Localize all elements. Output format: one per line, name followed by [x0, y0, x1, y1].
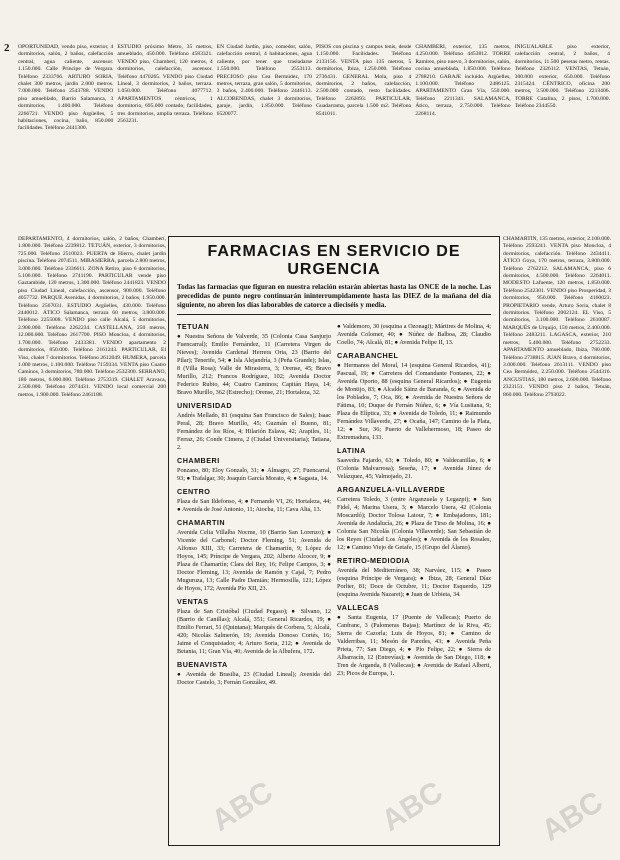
district-pharmacies: ● Santa Eugenia, 17 (Puente de Vallecas); Puerto de Canfranc, 3 (Palomeras Bajas); Martínez de la Riva, 45; Sierra de Cazorla; Luis de Hoyos, 81; ● Camino de Valderribas, 11; Mesón de Paredes, 43; ● Avenida Peña Prieta, 77; San Diego, 4; ● Pío Felipe, 22; ● Sierra de Albarracín, 12 (Entrevías); ● Avenida de San Diego, 118; ● Tren de Arganda, 8 (Vallecas); ● Avenida de Rafael Alberti, 23; Picos de Europa, 1.: [337, 614, 491, 677]
left-classifieds-column: DEPARTAMENTO, 4 dormitorios, salón, 2 baños, Chamberí, 1.800.000. Teléfono 2239812. TETUÁN, exterior, 3 dormitorios, 725.000. Teléfono 2510023. PUERTA de Hierro, chalet jardín piscina. Teléfono 2074511. MIRASIERRA, parcela 2.800 metros, 3.000.000. Teléfono 2336611. ZONA Retiro, piso 6 dormitorios, 5.100.000. Teléfono 2741190. PARTICULAR vende piso Gaztambide, 120 metros, 1.300.000. Teléfono 2441823. VENDO piso Ciudad Lineal, calefacción, ascensor, 900.000. Teléfono 4057732. PARQUE Avenidas, 4 dormitorios, 2 baños, 1.950.000. Teléfono 2567031. ESTUDIO Argüelles, 430.000. Teléfono 2440012. ÁTICO Salamanca, terraza 60 metros, 3.800.000. Teléfono 2255008. VENDO piso calle Alcalá, 5 dormitorios, 2.900.000. Teléfono 2262234. CASTELLANA, 250 metros, 12.000.000. Teléfono 2617700. PISO Moncloa, 4 dormitorios, 1.700.000. Teléfono 2433381. VENDO apartamento 2 dormitorios, 850.000. Teléfono 2161243. PARTICULAR, El Viso, chalet 7 dormitorios. Teléfono 2612049. HUMERA, parcela 1.000 metros, 1.100.000. Teléfono 7159334. VENTA piso Cuatro Caminos, 3 dormitorios, 780.000. Teléfono 2532300. SERRANO, 180 metros, 6.000.000. Teléfono 2753319. CHALET Aravaca, 2.500.000. Teléfono 2074431. VENDO local comercial 200 metros, 1.900.000. Teléfono 2461188.: [18, 236, 166, 398]
district-name: VALLECAS: [337, 603, 380, 612]
district-block: [337, 323, 491, 347]
abc-watermark: ABC: [205, 775, 279, 838]
district-pharmacies: ● Hermanos del Moral, 14 (esquina General Ricardos, 41); Pascual, 19; ● Carretera del Comandante Fontanes, 22; ● Avenida Oporto, 88 (esquina General Ricardos); ● Eugenia de Montijo, 83; ● Alcalde Sáinz de Baranda, 6; ● Avenida de los Poblados, 7; Oca, 86; ● Avenida de Nuestra Señora de Fátima, 10; Duque de Fernán Núñez, 6; ● Vía Lusitana, 9; Plaza de Elíptica, 33; ● Avenida de Toledo, 11; ● Raimundo Fernández Villaverde, 27; ● Ocaña, 147; Camino de la Plata, 12; ● Sur, 36; Puerto de Vallehermoso, 18; Paseo de Extremadura, 133.: [337, 362, 491, 441]
pharmacy-column-left: [177, 318, 331, 687]
district-pharmacies: Ponzano, 80; Eloy Gonzalo, 31; ● Almagro, 27; Fuencarral, 93; ● Trafalgar, 30; Joaquín García Morato, 4; ● Sagasta, 14.: [177, 467, 331, 482]
pharmacy-intro: Todas las farmacias que figuran en nuestra relación estarán abiertas hasta las ONCE de la noche. Las precedidas de punto negro continuarán ininterrumpidamente hasta las DIEZ de la mañana del día siguiente, no abren los días laborables de catorce a dieciséis y media.: [177, 283, 491, 309]
district-block: [177, 402, 331, 452]
district-block: [177, 661, 331, 687]
district-pharmacies: ● Avenida de Brasilia, 23 (Ciudad Lineal); Avenida del Doctor Castelo, 3; Fernán González, 49.: [177, 671, 331, 686]
district-name: CENTRO: [177, 487, 211, 496]
district-pharmacies: Carretera Toledo, 3 (entre Arganzuela y Legazpi); ● San Fidel, 4; Marina Usera, 3; ● Marcelo Usera, 42 (Colonia Moscardó); Doctor Tolosa Latour, 7; ● Embajadores, 181; Avenida de Andalucía, 26; ● Plaza de Tirso de Molina, 16; ● Colonia San Nicolás (Colonia Villaverde); San Sebastián de los Reyes (Ciudad Los Ángeles); ● Avenida de los Rosales, 12; ● Camino Viejo de Getafe, 15 (Grupo del Álamo).: [337, 496, 491, 551]
district-name: ARGANZUELA-VILLAVERDE: [337, 485, 446, 494]
district-pharmacies: Avenida Celia Villalba Nocme, 10 (Barrio San Lorenzo); ● Vicente del Carbonel; Doctor Fleming, 51; Avenida de Alfonso XIII, 33; Carretera de Chamartín, 9; López de Hoyos, 145; Príncipe de Vergara, 202; Alberto Alcocer, 9; ● Plaza de Chamartín; Clara del Rey, 16; Felipe Campos, 3; ● Doctor Fleming, 13; Avenida de Ramón y Cajal, 7; Pedro Muguruza, 13; Calle Padre Damián; Hermosilla, 121; López de Hoyos, 172; Avenida Pío XII, 23.: [177, 529, 331, 592]
district-block: [177, 323, 331, 397]
district-pharmacies: ● Nuestra Señora de Valverde, 35 (Colonia Casa Sanjurjo Fuencarral); Emilio Fernández, 11 (Carretera Virgen de Nieves); Avenida Cardenal Herrera Oria, 23 (Barrio del Pilar); Tenerife, 54; ● Isla Alejandría, 3 (Peña Grande); Islas, 8 (Villa Rosa); Valle de Mirasierra, 3; Orense, 45; Bravo Murillo, 212; Francos Rodríguez, 102; Avenida Doctor Federico Rubio, 44; Cuatro Caminos; Capitán Haya, 14; Bravo Murillo, 362 (Estrecho); Orense, 21; Hortaleza, 32.: [177, 333, 331, 396]
district-block: [337, 557, 491, 599]
pharmacy-box: [168, 236, 500, 846]
top-column: OPORTUNIDAD, vendo piso, exterior, 4 dormitorios, salón, 2 baños, calefacción central, agua caliente, ascensor. 1.150.000. Calle Príncipe de Vergara. Teléfono 2333766. ARTURO SORIA, chalet 300 metros, jardín 2.000 metros. 7.000.000. Teléfono 2543788. VENDO piso amueblado, Barrio Salamanca, 3 dormitorios, 1.400.000. Teléfono 2266721. VENDO piso Argüelles, 5 habitaciones, cocina, baño, 850.000 facilidades. Teléfono 2441300.: [18, 44, 114, 132]
district-block: [177, 598, 331, 656]
district-name: BUENAVISTA: [177, 660, 228, 669]
district-pharmacies: Plaza de San Cristóbal (Ciudad Pegaso); ● Silvano, 12 (Barrio de Canillas); Alcalá, 351; General Ricardos, 19; ● Emilio Ferrari, 51 (Quintana); Marqués de Corbera, 5; Alcalá, 420; Nicolás Salmerón, 19; Avenida Donoso Cortés, 16; Jaime el Conquistador, 4; Arturo Soria, 212; ● Avenida de Betania, 11; Gran Vía, 40; Avenida de la Albufera, 172.: [177, 608, 331, 655]
district-block: [337, 447, 491, 481]
right-classifieds-column: CHAMARTÍN, 135 metros, exterior, 2.100.000. Teléfono 2593241. VENTA piso Moncloa, 4 dormitorios, calefacción. Teléfono 2434411. ÁTICO Goya, 170 metros, terraza, 3.800.000. Teléfono 2762212. SALAMANCA, piso 6 dormitorios, 4.500.000. Teléfono 2264011. MODESTO Lafuente, 120 metros, 1.850.000. Teléfono 2542301. VENDO piso Prosperidad, 3 dormitorios, 950.000. Teléfono 4160023. PROPIETARIO vende, Arturo Soria, chalet 8 dormitorios. Teléfono 2002124. EL Viso, 5 dormitorios, 3.100.000. Teléfono 2610087. MARQUÉS de Urquijo, 150 metros, 2.400.000. Teléfono 2483211. LAGASCA, exterior, 210 metros, 5.400.000. Teléfono 2752233. APARTAMENTO amueblado, Ibiza, 780.000. Teléfono 2738815. JUAN Bravo, 4 dormitorios, 3.000.000. Teléfono 2613111. VENDO piso Cea Bermúdez, 2.250.000. Teléfono 2544316. ANGUSTIAS, 180 metros, 2.600.000. Teléfono 2323151. VENDO piso 2 baños, Tetuán, 860.000. Teléfono 2793022.: [503, 236, 611, 398]
top-column: ESTUDIO próximo Metro, 35 metros, amueblado, 450.000. Teléfono 4583321. VENDO piso, Chamberí, 120 metros, 4 dormitorios, calefacción, ascensor. Teléfono 4470265. VENDO piso Ciudad Lineal, 3 dormitorios, 2 baños, terraza. 1.050.000. Teléfono 4077712. APARTAMENTOS céntricos, 1 dormitorio, 695.000 contado, facilidades, tres dormitorios, amplia terraza. Teléfono 2563231.: [117, 44, 213, 125]
district-name: UNIVERSIDAD: [177, 401, 233, 410]
top-column: PISOS con piscina y campos tenis, desde 1.150.000. Facilidades. Teléfono 2133156. VENTA piso 135 metros, 5 dormitorios, Ibiza, 1.250.000. Teléfono 2736431. GENERAL Mola, piso 4 dormitorios, 2 baños, calefacción, 2.500.000 contado, resto facilidades. Teléfono 2262093. PARTICULAR, Guadarrama, parcela 1.500 m2. Teléfono 8541011.: [315, 44, 412, 117]
pharmacy-column-right: [337, 318, 491, 687]
district-name: RETIRO-MEDIODIA: [337, 556, 410, 565]
district-name: LATINA: [337, 446, 366, 455]
district-pharmacies: Avenida del Mediterráneo, 38; Narváez, 115; ● Paseo (esquina Príncipe de Vergara); ● Ibiza, 28; General Díaz Porlier, 81; Doce de Octubre, 11; Doctor Esquerdo, 129 (esquina Avenida Nazaret); ● Juan de Urbieta, 34.: [337, 567, 491, 598]
district-name: CHAMARTIN: [177, 518, 226, 527]
abc-watermark: ABC: [375, 775, 449, 838]
district-block: [177, 457, 331, 483]
district-pharmacies: Saavedra Fajardo, 63; ● Toledo, 80; ● Valdecanillas, 6; ● (Colonia Malvarrosa); Seseña, 17; ● Avenida Júnez de Velázquez, 45; Valmojado, 21.: [337, 457, 491, 480]
top-column: EN Ciudad Jardín, piso, comedor, salón, calefacción central, 4 habitaciones, agua caliente, por tener que trasladarse 1.550.000. Teléfono 2553113. PRECIOSO piso Cea Bermúdez, 170 metros, terraza, gran salón, 5 dormitorios, 3 baños, 2.400.000. Teléfono 2446113. ALCOBENDAS, chalet 3 dormitorios, garaje, jardín, 1.850.000. Teléfono 6520077.: [216, 44, 312, 117]
top-column: INIGUALABLE piso exterior, calefacción central, 2 baños, 4 dormitorios, 11.500 pesetas metro, rentas. Teléfono 2326112. VENTAS, Tetuán, 300.000 exterior, 650.000. Teléfono 2315424. CÉNTRICO, oficina 200 metros, 3.500.000. Teléfono 2213406. TORRE Catalina, 2 pisos, 1.700.000. Teléfono 2344550.: [514, 44, 610, 110]
district-block: [337, 486, 491, 552]
district-block: [337, 604, 491, 678]
district-name: CHAMBERI: [177, 456, 220, 465]
district-block: [177, 488, 331, 514]
district-pharmacies: Plaza de San Ildefonso, 4; ● Fernando VI, 26; Hortaleza, 44; ● Avenida de José Antonio, 11; Atocha, 11; Cava Alta, 13.: [177, 498, 331, 513]
district-name: VENTAS: [177, 597, 209, 606]
top-column: CHAMBERÍ, exterior, 135 metros, 4.250.000. Teléfono 4453812. TORRE Ramírez, piso nuevo, 3 dormitorios, salón, cocina amueblada, 1.850.000. Teléfono 2788210. GARAJE incluido. Argüelles, 1.100.000. Teléfono 2486125. APARTAMENTO Gran Vía, 550.000. Teléfono 2211341. SALAMANCA, Ático, terraza, 2.750.000. Teléfono 2268114.: [415, 44, 511, 117]
pharmacy-title: FARMACIAS EN SERVICIO DE URGENCIA: [207, 243, 461, 278]
district-name: TETUAN: [177, 322, 210, 331]
abc-watermark: ABC: [535, 785, 609, 848]
district-pharmacies: Andrés Mellado, 81 (esquina San Francisco de Sales); Isaac Peral, 28; Bravo Murillo, 45; Guzmán el Bueno, 81; Fernández de los Ríos, 4; Hilarión Eslava, 42; Arapiles, 11; Ferraz, 26; Conde Cimera, 2 (Ciudad Universitaria); Tatiana, 2.: [177, 412, 331, 451]
district-block: [177, 519, 331, 593]
page-number: 2: [4, 42, 10, 54]
district-block: [337, 352, 491, 442]
divider: [177, 314, 491, 315]
district-pharmacies: ● Valdemoro, 30 (esquina a Ozonagi); Mártires de Molina, 4; Avenida Colomer, 40; ● Núñez de Balboa, 28; Claudio Coello, 74; Alcalá, 81; ● Avenida Felipe II, 13.: [337, 323, 491, 346]
top-classifieds: [18, 44, 610, 234]
district-name: CARABANCHEL: [337, 351, 399, 360]
